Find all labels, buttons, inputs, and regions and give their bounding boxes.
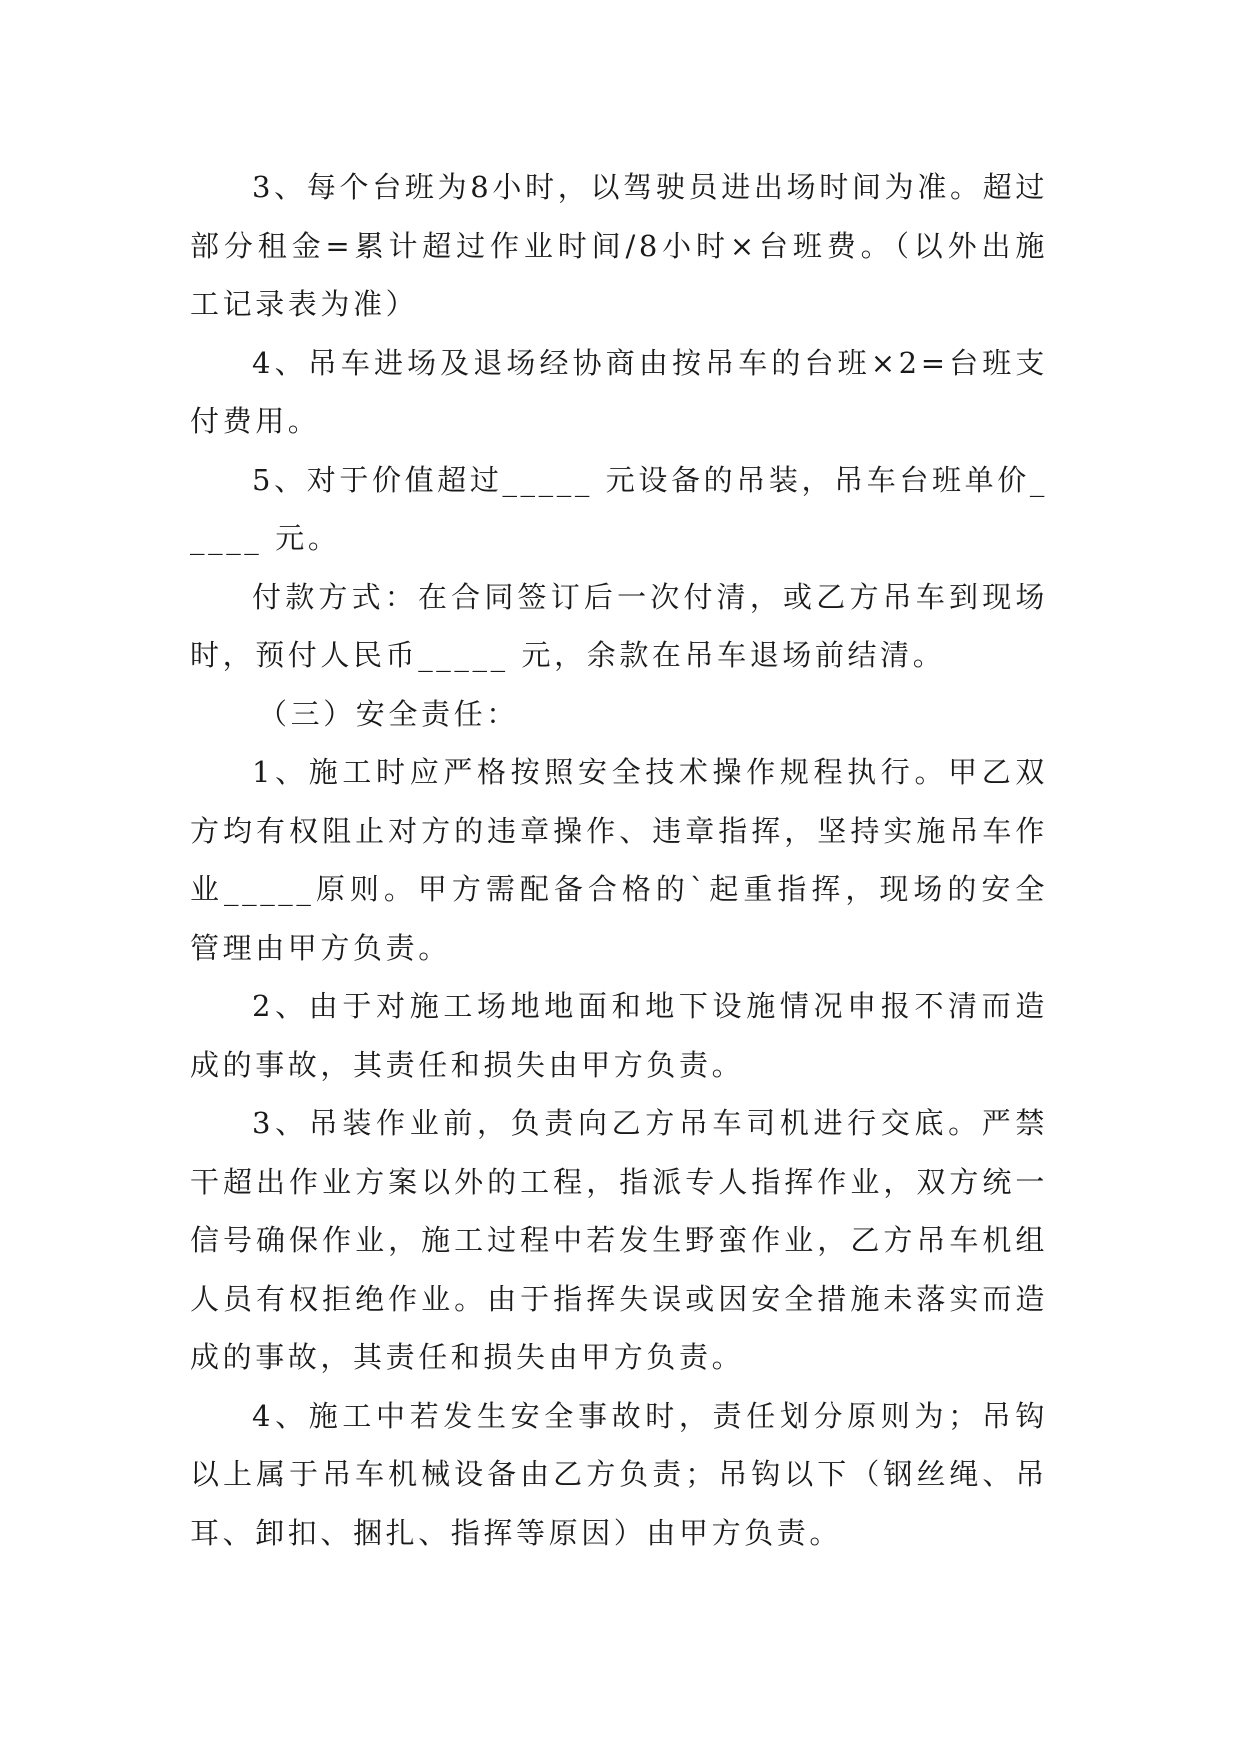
paragraph-payment-method: 付款方式：在合同签订后一次付清，或乙方吊车到现场时，预付人民币_____ 元，余款在吊车退场前结清。 [190,579,1048,672]
section-heading-safety: （三）安全责任： [258,696,519,731]
paragraph-liability-division: 4、施工中若发生安全事故时，责任划分原则为；吊钩以上属于吊车机械设备由乙方负责；吊钩以下（钢丝绳、吊耳、卸扣、捆扎、指挥等原因）由甲方负责。 [190,1398,1048,1550]
paragraph-entry-exit-fee: 4、吊车进场及退场经协商由按吊车的台班×2=台班支付费用。 [190,345,1048,438]
paragraph-safety-rules: 1、施工时应严格按照安全技术操作规程执行。甲乙双方均有权阻止对方的违章操作、违章指挥，坚持实施吊车作业_____原则。甲方需配备合格的`起重指挥，现场的安全管理由甲方负责。 [190,755,1048,965]
document-body [190,158,1048,1562]
paragraph-pre-lift-briefing: 3、吊装作业前，负责向乙方吊车司机进行交底。严禁干超出作业方案以外的工程，指派专人指挥作业，双方统一信号确保作业，施工过程中若发生野蛮作业，乙方吊车机组人员有权拒绝作业。由于指挥失误或因安全措施未落实而造成的事故，其责任和损失由甲方负责。 [190,1106,1048,1374]
paragraph-site-conditions: 2、由于对施工场地地面和地下设施情况申报不清而造成的事故，其责任和损失由甲方负责。 [190,989,1048,1082]
paragraph-high-value-equipment: 5、对于价值超过_____ 元设备的吊装，吊车台班单价_____ 元。 [190,462,1048,555]
paragraph-shift-duration: 3、每个台班为8小时，以驾驶员进出场时间为准。超过部分租金=累计超过作业时间/8小时×台班费。（以外出施工记录表为准） [190,170,1048,321]
